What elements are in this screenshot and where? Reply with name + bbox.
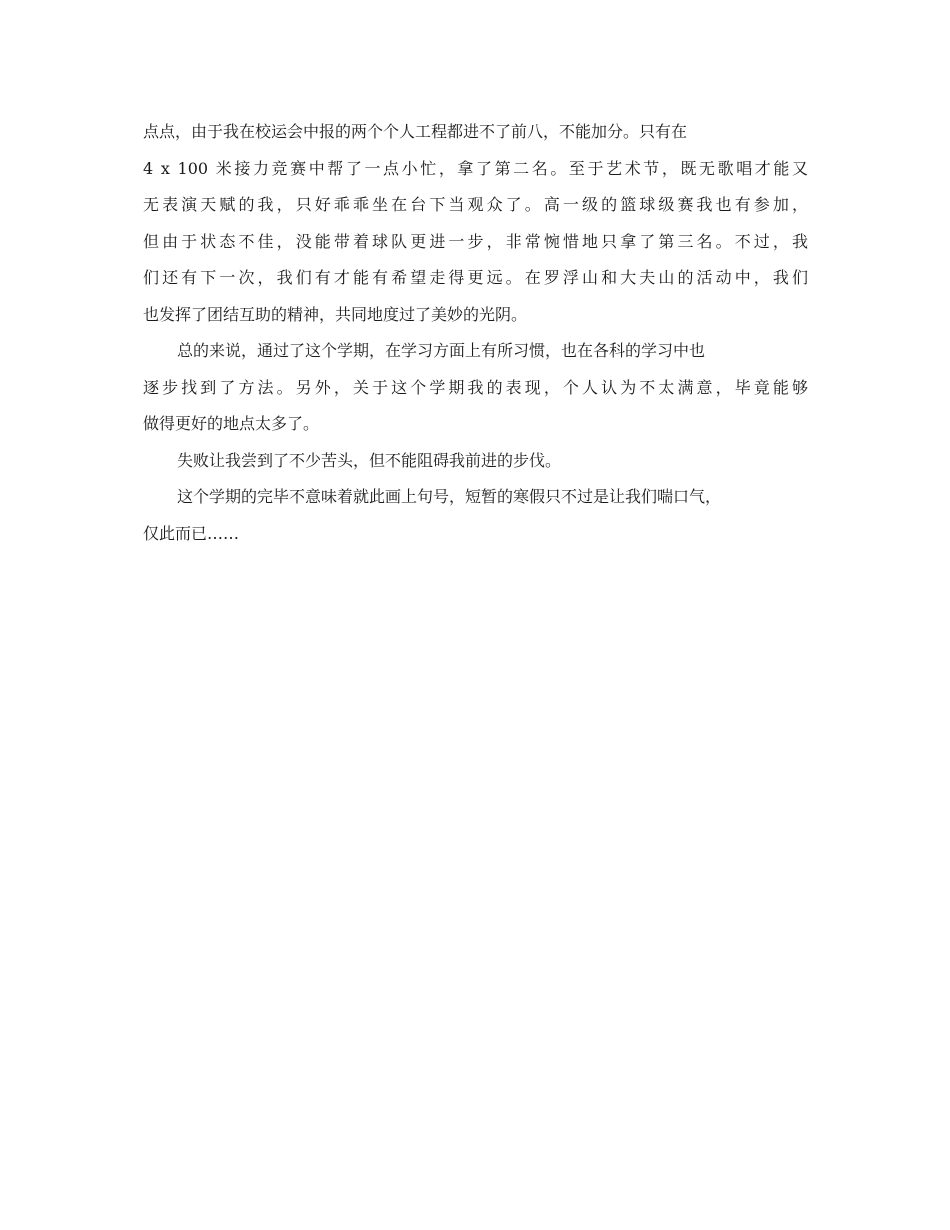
text-line: 点点，由于我在校运会中报的两个个人工程都进不了前八，不能加分。只有在 xyxy=(143,122,688,141)
document-body xyxy=(143,114,808,552)
text-line: 们还有下一次，我们有才能有希望走得更远。在罗浮山和大夫山的活动中，我们 xyxy=(143,268,808,287)
text-line: 无表演天赋的我，只好乖乖坐在台下当观众了。高一级的篮球级赛我也有参加， xyxy=(143,195,808,214)
text-line: 逐步找到了方法。另外，关于这个学期我的表现，个人认为不太满意，毕竟能够 xyxy=(143,377,808,397)
text-line: 这个学期的完毕不意味着就此画上句号，短暂的寒假只不过是让我们喘口气， xyxy=(177,487,722,506)
text-line: 做得更好的地点太多了。 xyxy=(143,414,320,433)
text-line: 也发挥了团结互助的精神，共同地度过了美妙的光阴。 xyxy=(143,304,528,324)
text-line: 4 x 100 米接力竞赛中帮了一点小忙，拿了第二名。至于艺术节，既无歌唱才能又 xyxy=(143,158,808,178)
text-line: 总的来说，通过了这个学期，在学习方面上有所习惯，也在各科的学习中也 xyxy=(177,341,706,360)
text-line: 仅此而已…… xyxy=(143,523,240,543)
text-line: 失败让我尝到了不少苦头，但不能阻碍我前进的步伐。 xyxy=(177,450,562,470)
text-line: 但由于状态不佳，没能带着球队更进一步，非常惋惜地只拿了第三名。不过，我 xyxy=(143,231,808,251)
